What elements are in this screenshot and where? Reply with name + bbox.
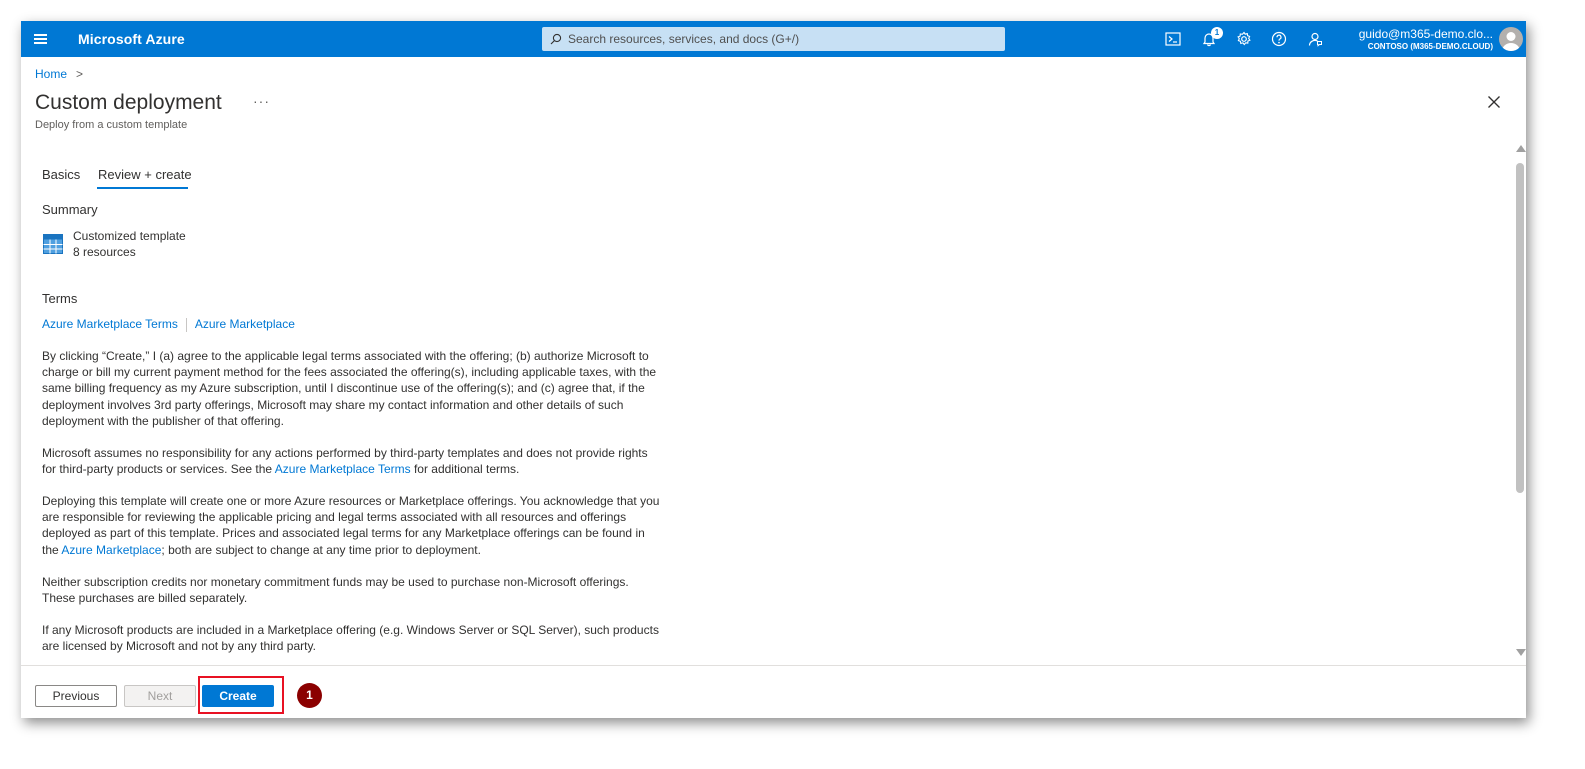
next-button[interactable]: Next — [124, 685, 196, 707]
terms-paragraph-2 — [42, 445, 662, 477]
notifications-badge: 1 — [1211, 27, 1223, 39]
link-divider — [186, 318, 187, 332]
terms-paragraph-3 — [42, 493, 662, 558]
previous-button[interactable]: Previous — [35, 685, 117, 707]
page-title: Custom deployment — [35, 91, 222, 114]
terms-heading: Terms — [42, 291, 78, 306]
scroll-up-arrow-icon[interactable] — [1516, 145, 1526, 152]
paragraph-marketplace-terms-link[interactable]: Azure Marketplace Terms — [274, 462, 411, 477]
terms-paragraph-5: If any Microsoft products are included in a Marketplace offering (e.g. Windows Server or SQL Server), such products are licensed by Microsoft and not by any third party. — [42, 623, 659, 654]
paragraph-marketplace-link[interactable]: Azure Marketplace — [61, 542, 162, 557]
wizard-footer — [21, 665, 1526, 718]
create-button-highlight — [198, 676, 284, 714]
more-options-button[interactable]: ··· — [253, 93, 270, 109]
top-bar — [21, 21, 1526, 57]
avatar[interactable] — [1499, 27, 1523, 51]
breadcrumb-separator: > — [76, 67, 84, 81]
terms-paragraph-2-tail: for additional terms. — [410, 462, 520, 477]
user-avatar-icon — [1499, 27, 1523, 51]
terms-links — [42, 317, 295, 332]
tab-review-create[interactable]: Review + create — [98, 167, 192, 182]
page-subtitle: Deploy from a custom template — [35, 119, 188, 131]
account-email: guido@m365-demo.clo... — [1358, 27, 1493, 41]
active-tab-indicator — [97, 187, 188, 189]
terms-paragraph-2-text: Microsoft assumes no responsibility for any actions performed by third-party templates and does not provide rights for third-party products or services. See the — [42, 446, 648, 477]
search-input[interactable] — [568, 27, 998, 51]
terms-paragraph-4: Neither subscription credits nor monetary commitment funds may be used to purchase non-Microsoft offerings. These purchases are billed separately. — [42, 575, 629, 606]
azure-marketplace-terms-link[interactable]: Azure Marketplace Terms — [42, 317, 178, 331]
settings-gear-icon[interactable] — [1233, 28, 1255, 50]
scrollbar-thumb[interactable] — [1516, 163, 1524, 493]
content-scrollbar[interactable] — [1514, 145, 1526, 665]
close-icon[interactable] — [1487, 95, 1503, 111]
search-icon — [550, 33, 562, 45]
template-name: Customized template — [73, 229, 186, 243]
azure-portal-window — [21, 21, 1526, 718]
help-icon[interactable] — [1268, 28, 1290, 50]
feedback-icon[interactable] — [1304, 28, 1326, 50]
template-grid-icon — [43, 234, 63, 259]
tab-basics[interactable]: Basics — [42, 167, 81, 182]
cloud-shell-icon[interactable] — [1162, 28, 1184, 50]
step-marker: 1 — [297, 683, 322, 708]
terms-paragraph-3-tail: ; both are subject to change at any time prior to deployment. — [161, 542, 481, 557]
account-info[interactable] — [1331, 27, 1493, 51]
content-area — [21, 145, 1526, 665]
menu-icon[interactable] — [31, 29, 51, 49]
template-resources: 8 resources — [73, 245, 136, 259]
global-search[interactable] — [542, 27, 1005, 51]
create-button[interactable]: Create — [202, 685, 274, 707]
summary-heading: Summary — [42, 202, 98, 217]
terms-paragraph-1: By clicking “Create,” I (a) agree to the applicable legal terms associated with the offering; (b) authorize Microsoft to charge or bill my current payment method for the fees associated the offering(s), including applicable taxes, with the same billing frequency as my Azure subscription, until I discontinue use of the offering(s); and (c) agree that, if the deployment involves 3rd party offerings, Microsoft may share my contact information and other details of such deployment with the publisher of that offering. — [42, 349, 657, 428]
azure-marketplace-link[interactable]: Azure Marketplace — [194, 317, 295, 331]
breadcrumb-home[interactable]: Home — [35, 67, 68, 81]
terms-paragraph-3-text: Deploying this template will create one or more Azure resources or Marketplace offerings. You acknowledge that you are responsible for reviewing the applicable pricing and legal terms associated with all resources and offerings deployed as part of this template. Prices and associated legal terms for any Marketplace offerings can be found in the — [42, 494, 660, 557]
scroll-down-arrow-icon[interactable] — [1516, 649, 1526, 656]
account-tenant: CONTOSO (M365-DEMO.CLOUD) — [1367, 42, 1493, 51]
brand-title[interactable]: Microsoft Azure — [78, 31, 185, 47]
